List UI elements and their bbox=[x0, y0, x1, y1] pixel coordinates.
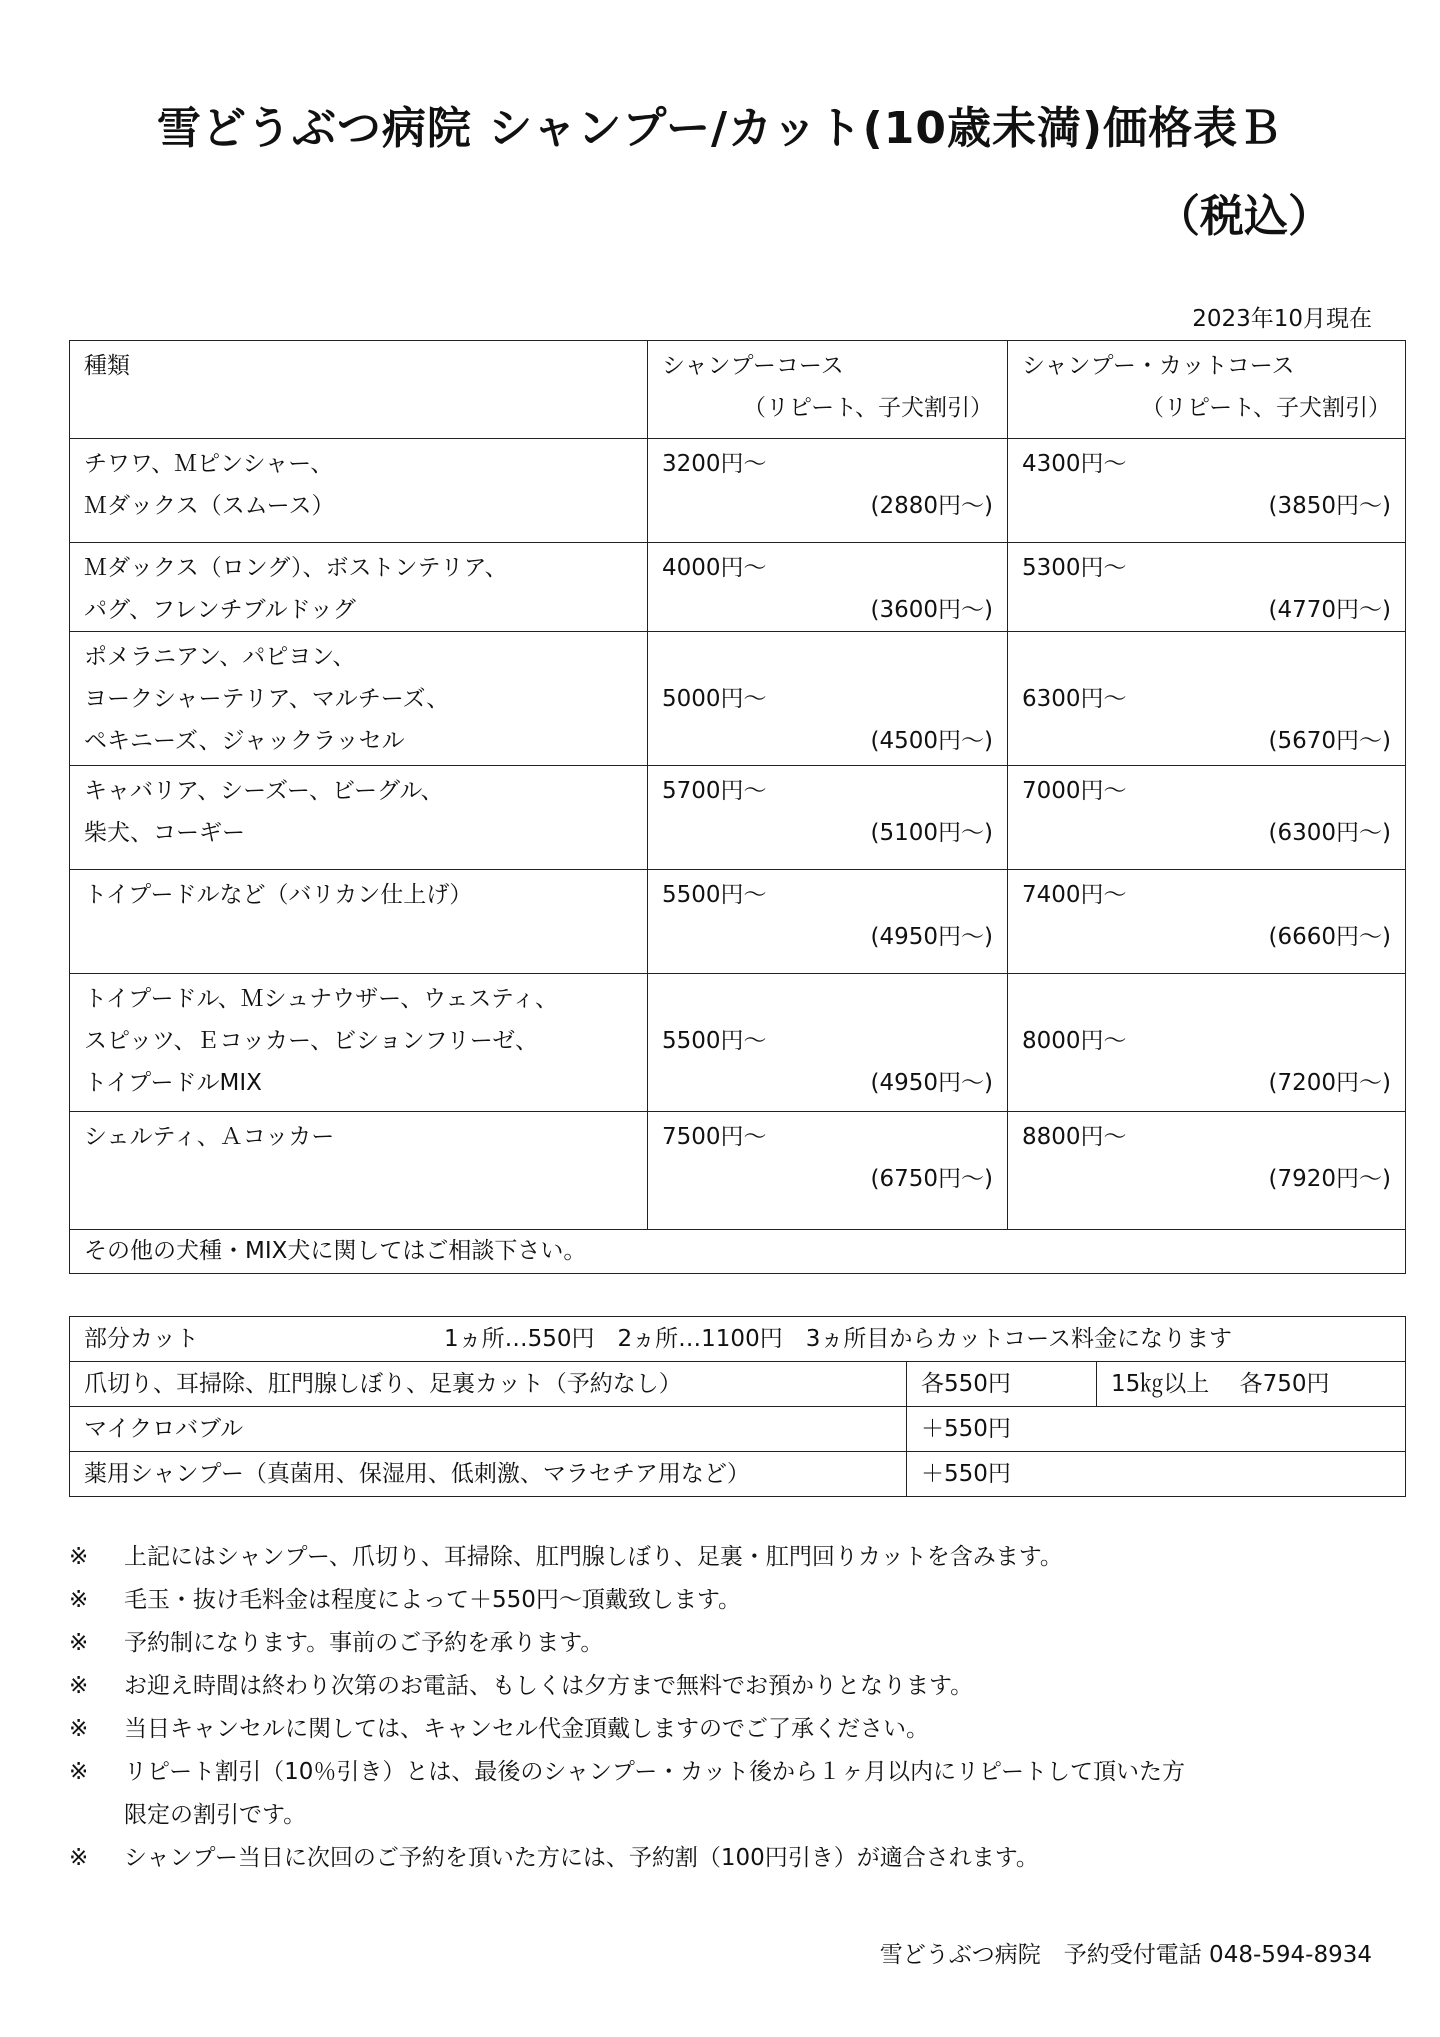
note-text: 上記にはシャンプー、爪切り、耳掃除、肛門腺しぼり、足裏・肛門回りカットを含みます。 bbox=[124, 1544, 1063, 1570]
cut-price-discount: (7920円～) bbox=[1268, 1166, 1391, 1192]
price-table-row bbox=[70, 1112, 1406, 1230]
breed-cell bbox=[70, 870, 648, 974]
breed-cell bbox=[70, 766, 648, 870]
cut-price-discount: (6300円～) bbox=[1268, 820, 1391, 846]
option-price: ＋550円 bbox=[907, 1407, 1406, 1452]
price-table bbox=[69, 340, 1406, 1274]
option-row-medicated-shampoo bbox=[70, 1452, 1406, 1497]
note-item bbox=[69, 1665, 1369, 1708]
shampoo-price-cell bbox=[648, 543, 1008, 632]
price-table-row bbox=[70, 870, 1406, 974]
header-shampoo bbox=[648, 341, 1008, 439]
breed-line: 柴犬、コーギー bbox=[84, 820, 245, 846]
shampoo-price-discount: (4950円～) bbox=[870, 924, 993, 950]
header-cut-sub: （リピート、子犬割引） bbox=[1140, 395, 1391, 421]
shampoo-price-discount: (6750円～) bbox=[870, 1166, 993, 1192]
breed-line: Ｍダックス（ロング）、ボストンテリア、 bbox=[84, 555, 508, 581]
shampoo-price-cell bbox=[648, 439, 1008, 543]
cut-price-cell bbox=[1008, 543, 1406, 632]
note-item bbox=[69, 1751, 1369, 1837]
option-row-microbubble bbox=[70, 1407, 1406, 1452]
other-breeds-note: その他の犬種・MIX犬に関してはご相談下さい。 bbox=[70, 1230, 1406, 1274]
note-item bbox=[69, 1708, 1369, 1751]
cut-price: 7000円～ bbox=[1022, 778, 1127, 804]
note-text: 限定の割引です。 bbox=[124, 1802, 307, 1828]
breed-cell bbox=[70, 632, 648, 766]
breed-cell bbox=[70, 974, 648, 1112]
option-extra-price: 15㎏以上 各750円 bbox=[1097, 1362, 1406, 1407]
breed-line: ペキニーズ、ジャックラッセル bbox=[84, 728, 405, 754]
cut-price: 5300円～ bbox=[1022, 555, 1127, 581]
note-text: お迎え時間は終わり次第のお電話、もしくは夕方まで無料でお預かりとなります。 bbox=[124, 1673, 974, 1699]
price-table-row bbox=[70, 766, 1406, 870]
option-price: ＋550円 bbox=[907, 1452, 1406, 1497]
cut-price-cell bbox=[1008, 974, 1406, 1112]
shampoo-price-discount: (3600円～) bbox=[870, 597, 993, 623]
cut-price-discount: (3850円～) bbox=[1268, 493, 1391, 519]
header-cut-title: シャンプー・カットコース bbox=[1022, 353, 1295, 379]
price-table-row bbox=[70, 439, 1406, 543]
breed-cell bbox=[70, 1112, 648, 1230]
shampoo-price: 5500円～ bbox=[662, 1028, 767, 1054]
header-breed bbox=[70, 341, 648, 439]
partial-cut-label: 部分カット bbox=[84, 1326, 199, 1352]
shampoo-price: 3200円～ bbox=[662, 451, 767, 477]
breed-line: ポメラニアン、パピヨン、 bbox=[84, 644, 356, 670]
breed-line: シェルティ、Ａコッカー bbox=[84, 1124, 335, 1150]
breed-line: パグ、フレンチブルドッグ bbox=[84, 597, 356, 623]
header-shampoo-sub: （リピート、子犬割引） bbox=[742, 395, 993, 421]
option-label: 薬用シャンプー（真菌用、保湿用、低刺激、マラセチア用など） bbox=[70, 1452, 907, 1497]
option-price: 各550円 bbox=[907, 1362, 1097, 1407]
note-mark: ※ bbox=[69, 1759, 89, 1785]
note-text: 当日キャンセルに関しては、キャンセル代金頂戴しますのでご了承ください。 bbox=[124, 1716, 929, 1742]
price-table-row bbox=[70, 543, 1406, 632]
shampoo-price-discount: (2880円～) bbox=[870, 493, 993, 519]
as-of-date: 2023年10月現在 bbox=[1192, 306, 1372, 332]
shampoo-price: 7500円～ bbox=[662, 1124, 767, 1150]
cut-price-cell bbox=[1008, 1112, 1406, 1230]
options-table bbox=[69, 1316, 1406, 1497]
shampoo-price-cell bbox=[648, 1112, 1008, 1230]
note-mark: ※ bbox=[69, 1673, 89, 1699]
note-text: リピート割引（10％引き）とは、最後のシャンプー・カット後から１ヶ月以内にリピートして頂いた方 bbox=[124, 1759, 1186, 1785]
shampoo-price-discount: (4950円～) bbox=[870, 1070, 993, 1096]
note-item bbox=[69, 1837, 1369, 1880]
breed-cell bbox=[70, 543, 648, 632]
header-shampoo-title: シャンプーコース bbox=[662, 353, 844, 379]
breed-line: トイプードルMIX bbox=[84, 1070, 262, 1096]
header-cut bbox=[1008, 341, 1406, 439]
note-item bbox=[69, 1536, 1369, 1579]
note-text: 毛玉・抜け毛料金は程度によって＋550円～頂戴致します。 bbox=[124, 1587, 742, 1613]
note-text: シャンプー当日に次回のご予約を頂いた方には、予約割（100円引き）が適合されます。 bbox=[124, 1845, 1039, 1871]
breed-line: トイプードル、Ｍシュナウザー、ウェスティ、 bbox=[84, 986, 559, 1012]
option-label: 爪切り、耳掃除、肛門腺しぼり、足裏カット（予約なし） bbox=[70, 1362, 907, 1407]
cut-price-cell bbox=[1008, 439, 1406, 543]
shampoo-price-cell bbox=[648, 974, 1008, 1112]
note-mark: ※ bbox=[69, 1587, 89, 1613]
header-breed-label: 種類 bbox=[84, 353, 130, 379]
partial-cut-cell bbox=[70, 1317, 1406, 1362]
cut-price-discount: (6660円～) bbox=[1268, 924, 1391, 950]
partial-cut-detail: 1ヵ所…550円 2ヵ所…1100円 3ヵ所目からカットコース料金になります bbox=[444, 1326, 1233, 1352]
cut-price-cell bbox=[1008, 632, 1406, 766]
shampoo-price: 5700円～ bbox=[662, 778, 767, 804]
price-table-header bbox=[70, 341, 1406, 439]
cut-price-cell bbox=[1008, 766, 1406, 870]
cut-price: 8800円～ bbox=[1022, 1124, 1127, 1150]
breed-line: スピッツ、Ｅコッカー、ビションフリーゼ、 bbox=[84, 1028, 539, 1054]
partial-cut-row bbox=[70, 1317, 1406, 1362]
cut-price: 6300円～ bbox=[1022, 686, 1127, 712]
cut-price: 4300円～ bbox=[1022, 451, 1127, 477]
breed-line: ヨークシャーテリア、マルチーズ、 bbox=[84, 686, 450, 712]
breed-line: トイプードルなど（バリカン仕上げ） bbox=[84, 882, 473, 908]
option-row-grooming bbox=[70, 1362, 1406, 1407]
cut-price-discount: (4770円～) bbox=[1268, 597, 1391, 623]
cut-price: 7400円～ bbox=[1022, 882, 1127, 908]
shampoo-price-discount: (5100円～) bbox=[870, 820, 993, 846]
cut-price: 8000円～ bbox=[1022, 1028, 1127, 1054]
breed-line: チワワ、Ｍピンシャー、 bbox=[84, 451, 334, 477]
note-text: 予約制になります。事前のご予約を承ります。 bbox=[124, 1630, 604, 1656]
cut-price-cell bbox=[1008, 870, 1406, 974]
note-item bbox=[69, 1579, 1369, 1622]
note-item bbox=[69, 1622, 1369, 1665]
note-mark: ※ bbox=[69, 1544, 89, 1570]
contact-footer: 雪どうぶつ病院 予約受付電話 048-594-8934 bbox=[879, 1942, 1372, 1968]
shampoo-price-cell bbox=[648, 632, 1008, 766]
page-title: 雪どうぶつ病院 シャンプー/カット(10歳未満)価格表Ｂ bbox=[156, 103, 1284, 154]
breed-line: キャバリア、シーズー、ビーグル、 bbox=[84, 778, 444, 804]
tax-included-label: （税込） bbox=[1156, 191, 1332, 242]
shampoo-price: 4000円～ bbox=[662, 555, 767, 581]
price-table-footer bbox=[70, 1230, 1406, 1274]
notes-list bbox=[69, 1536, 1369, 1880]
breed-line: Ｍダックス（スムース） bbox=[84, 493, 335, 519]
shampoo-price: 5000円～ bbox=[662, 686, 767, 712]
note-mark: ※ bbox=[69, 1845, 89, 1871]
cut-price-discount: (5670円～) bbox=[1268, 728, 1391, 754]
note-mark: ※ bbox=[69, 1630, 89, 1656]
cut-price-discount: (7200円～) bbox=[1268, 1070, 1391, 1096]
shampoo-price-discount: (4500円～) bbox=[870, 728, 993, 754]
breed-cell bbox=[70, 439, 648, 543]
price-table-row bbox=[70, 974, 1406, 1112]
shampoo-price-cell bbox=[648, 766, 1008, 870]
price-table-row bbox=[70, 632, 1406, 766]
shampoo-price: 5500円～ bbox=[662, 882, 767, 908]
option-label: マイクロバブル bbox=[70, 1407, 907, 1452]
shampoo-price-cell bbox=[648, 870, 1008, 974]
note-mark: ※ bbox=[69, 1716, 89, 1742]
